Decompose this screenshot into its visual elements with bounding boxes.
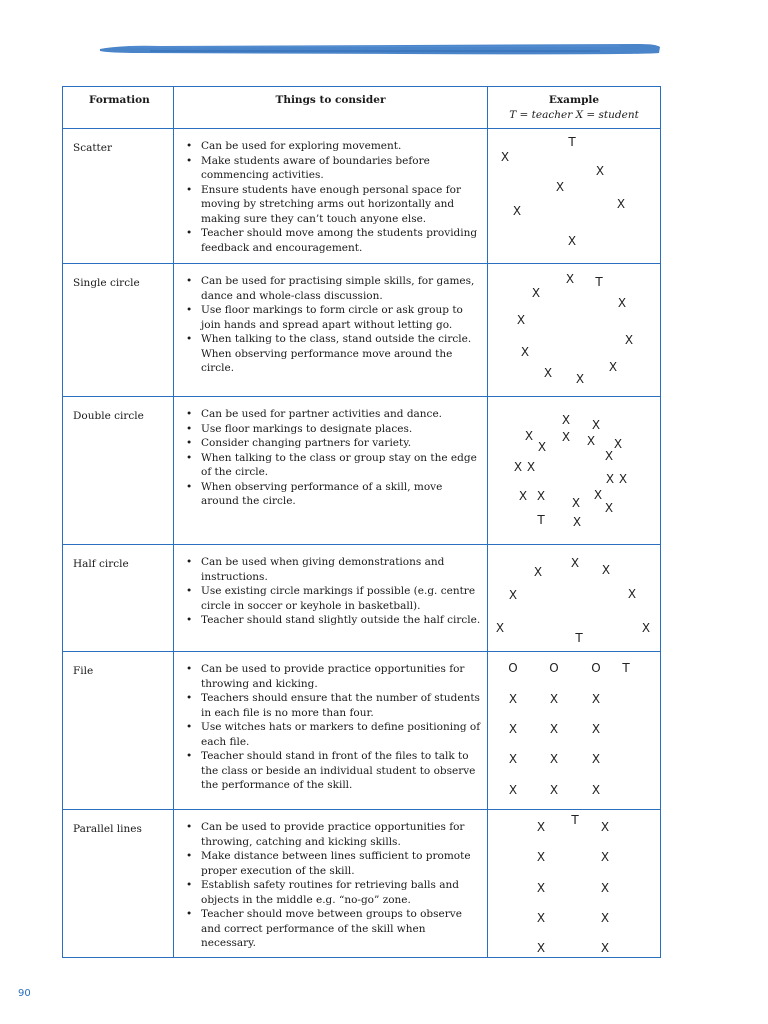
list-item: • Teacher should stand in front of the files to talk to the class or beside an individual student to observe the performance of the skill. xyxy=(201,749,481,793)
list-item: • Teacher should move among the students providing feedback and encouragement. xyxy=(201,226,481,255)
formation-name: Double circle xyxy=(63,397,174,545)
list-item: • Make students aware of boundaries before commencing activities. xyxy=(201,154,481,183)
table-row-file xyxy=(63,652,661,810)
student-marker: X xyxy=(561,413,571,427)
student-marker: X xyxy=(600,820,610,834)
student-marker: X xyxy=(555,180,565,194)
example-diagram-parallel-lines xyxy=(488,810,661,958)
student-marker: X xyxy=(575,372,585,386)
list-item: • Can be used for partner activities and dance. xyxy=(201,407,481,422)
table-row-half-circle xyxy=(63,545,661,652)
student-marker: X xyxy=(617,296,627,310)
student-marker: X xyxy=(565,272,575,286)
list-item: • When talking to the class or group stay on the edge of the circle. xyxy=(201,451,481,480)
header-example xyxy=(488,87,661,129)
student-marker: X xyxy=(536,820,546,834)
student-marker: X xyxy=(543,366,553,380)
student-marker: X xyxy=(641,621,651,635)
header-formation: Formation xyxy=(63,87,174,129)
list-item: • Make distance between lines sufficient to promote proper execution of the skill. xyxy=(201,849,481,878)
student-marker: X xyxy=(627,587,637,601)
student-marker: X xyxy=(616,197,626,211)
things-cell xyxy=(174,129,488,264)
student-marker: X xyxy=(508,692,518,706)
table-row-double-circle xyxy=(63,397,661,545)
student-marker: X xyxy=(513,460,523,474)
student-marker: X xyxy=(604,501,614,515)
formation-name: File xyxy=(63,652,174,810)
header-example-title: Example xyxy=(548,94,600,106)
student-marker: X xyxy=(508,752,518,766)
header-example-legend: T = teacher X = student xyxy=(509,108,639,121)
student-marker: X xyxy=(613,437,623,451)
student-marker: X xyxy=(549,752,559,766)
student-marker: X xyxy=(512,204,522,218)
teacher-marker: T xyxy=(537,513,545,527)
student-marker: X xyxy=(536,941,546,955)
example-diagram-half-circle xyxy=(488,545,661,652)
student-marker: X xyxy=(604,449,614,463)
considerations-list xyxy=(184,274,481,376)
list-item: • Can be used to provide practice opportunities for throwing, catching and kicking skills. xyxy=(201,820,481,849)
marker-marker: O xyxy=(591,661,601,675)
student-marker: X xyxy=(624,333,634,347)
list-item: • Use witches hats or markers to define positioning of each file. xyxy=(201,720,481,749)
student-marker: X xyxy=(537,440,547,454)
student-marker: X xyxy=(608,360,618,374)
example-diagram-double-circle xyxy=(488,397,661,545)
table-row-scatter xyxy=(63,129,661,264)
marker-marker: O xyxy=(549,661,559,675)
student-marker: X xyxy=(495,621,505,635)
student-marker: X xyxy=(591,752,601,766)
table-row-single-circle xyxy=(63,264,661,397)
list-item: • When talking to the class, stand outside the circle. When observing performance move around the circle. xyxy=(201,332,481,376)
student-marker: X xyxy=(561,430,571,444)
student-marker: X xyxy=(591,722,601,736)
student-marker: X xyxy=(531,286,541,300)
teacher-marker: T xyxy=(575,631,583,645)
considerations-list xyxy=(184,139,481,255)
student-marker: X xyxy=(500,150,510,164)
formation-name: Half circle xyxy=(63,545,174,652)
student-marker: X xyxy=(591,783,601,797)
example-diagram-file xyxy=(488,652,661,810)
student-marker: X xyxy=(526,460,536,474)
things-cell xyxy=(174,545,488,652)
student-marker: X xyxy=(536,911,546,925)
header-things-to-consider: Things to consider xyxy=(174,87,488,129)
list-item: • When observing performance of a skill, move around the circle. xyxy=(201,480,481,509)
student-marker: X xyxy=(508,783,518,797)
list-item: • Teacher should stand slightly outside the half circle. xyxy=(201,613,481,628)
student-marker: X xyxy=(601,563,611,577)
student-marker: X xyxy=(595,164,605,178)
student-marker: X xyxy=(536,881,546,895)
list-item: • Teachers should ensure that the number of students in each file is no more than four. xyxy=(201,691,481,720)
list-item: • Use existing circle markings if possible (e.g. centre circle in soccer or keyhole in basketball). xyxy=(201,584,481,613)
teacher-marker: T xyxy=(571,813,579,827)
teacher-marker: T xyxy=(595,275,603,289)
table-header-row xyxy=(63,87,661,129)
list-item: • Ensure students have enough personal space for moving by stretching arms out horizontally and making sure they can’t touch anyone else. xyxy=(201,183,481,227)
student-marker: X xyxy=(533,565,543,579)
list-item: • Use floor markings to designate places. xyxy=(201,422,481,437)
student-marker: X xyxy=(618,472,628,486)
student-marker: X xyxy=(524,429,534,443)
table-row-parallel-lines xyxy=(63,810,661,958)
student-marker: X xyxy=(600,881,610,895)
decorative-brush-stroke xyxy=(100,42,660,56)
student-marker: X xyxy=(591,418,601,432)
considerations-list xyxy=(184,407,481,509)
student-marker: X xyxy=(549,722,559,736)
student-marker: X xyxy=(571,496,581,510)
marker-marker: O xyxy=(508,661,518,675)
student-marker: X xyxy=(593,488,603,502)
list-item: • Use floor markings to form circle or ask group to join hands and spread apart without letting go. xyxy=(201,303,481,332)
student-marker: X xyxy=(549,783,559,797)
formation-name: Single circle xyxy=(63,264,174,397)
student-marker: X xyxy=(567,234,577,248)
student-marker: X xyxy=(508,588,518,602)
student-marker: X xyxy=(600,911,610,925)
example-diagram-scatter xyxy=(488,129,661,264)
list-item: • Can be used for practising simple skills, for games, dance and whole-class discussion. xyxy=(201,274,481,303)
formation-name: Scatter xyxy=(63,129,174,264)
student-marker: X xyxy=(586,434,596,448)
teacher-marker: T xyxy=(622,661,630,675)
student-marker: X xyxy=(508,722,518,736)
things-cell xyxy=(174,264,488,397)
things-cell xyxy=(174,810,488,958)
student-marker: X xyxy=(549,692,559,706)
list-item: • Can be used when giving demonstrations and instructions. xyxy=(201,555,481,584)
considerations-list xyxy=(184,662,481,793)
example-diagram-single-circle xyxy=(488,264,661,397)
student-marker: X xyxy=(605,472,615,486)
list-item: • Establish safety routines for retrieving balls and objects in the middle e.g. “no-go” zone. xyxy=(201,878,481,907)
student-marker: X xyxy=(520,345,530,359)
formation-name: Parallel lines xyxy=(63,810,174,958)
student-marker: X xyxy=(570,556,580,570)
student-marker: X xyxy=(600,941,610,955)
list-item: • Can be used for exploring movement. xyxy=(201,139,481,154)
list-item: • Can be used to provide practice opportunities for throwing and kicking. xyxy=(201,662,481,691)
student-marker: X xyxy=(591,692,601,706)
things-cell xyxy=(174,397,488,545)
student-marker: X xyxy=(536,489,546,503)
teacher-marker: T xyxy=(568,135,576,149)
student-marker: X xyxy=(536,850,546,864)
student-marker: X xyxy=(572,515,582,529)
page-number: 90 xyxy=(18,988,31,999)
things-cell xyxy=(174,652,488,810)
student-marker: X xyxy=(518,489,528,503)
considerations-list xyxy=(184,555,481,628)
formations-table xyxy=(62,86,661,958)
student-marker: X xyxy=(600,850,610,864)
considerations-list xyxy=(184,820,481,951)
student-marker: X xyxy=(516,313,526,327)
list-item: • Teacher should move between groups to observe and correct performance of the skill when necessary. xyxy=(201,907,481,951)
list-item: • Consider changing partners for variety. xyxy=(201,436,481,451)
